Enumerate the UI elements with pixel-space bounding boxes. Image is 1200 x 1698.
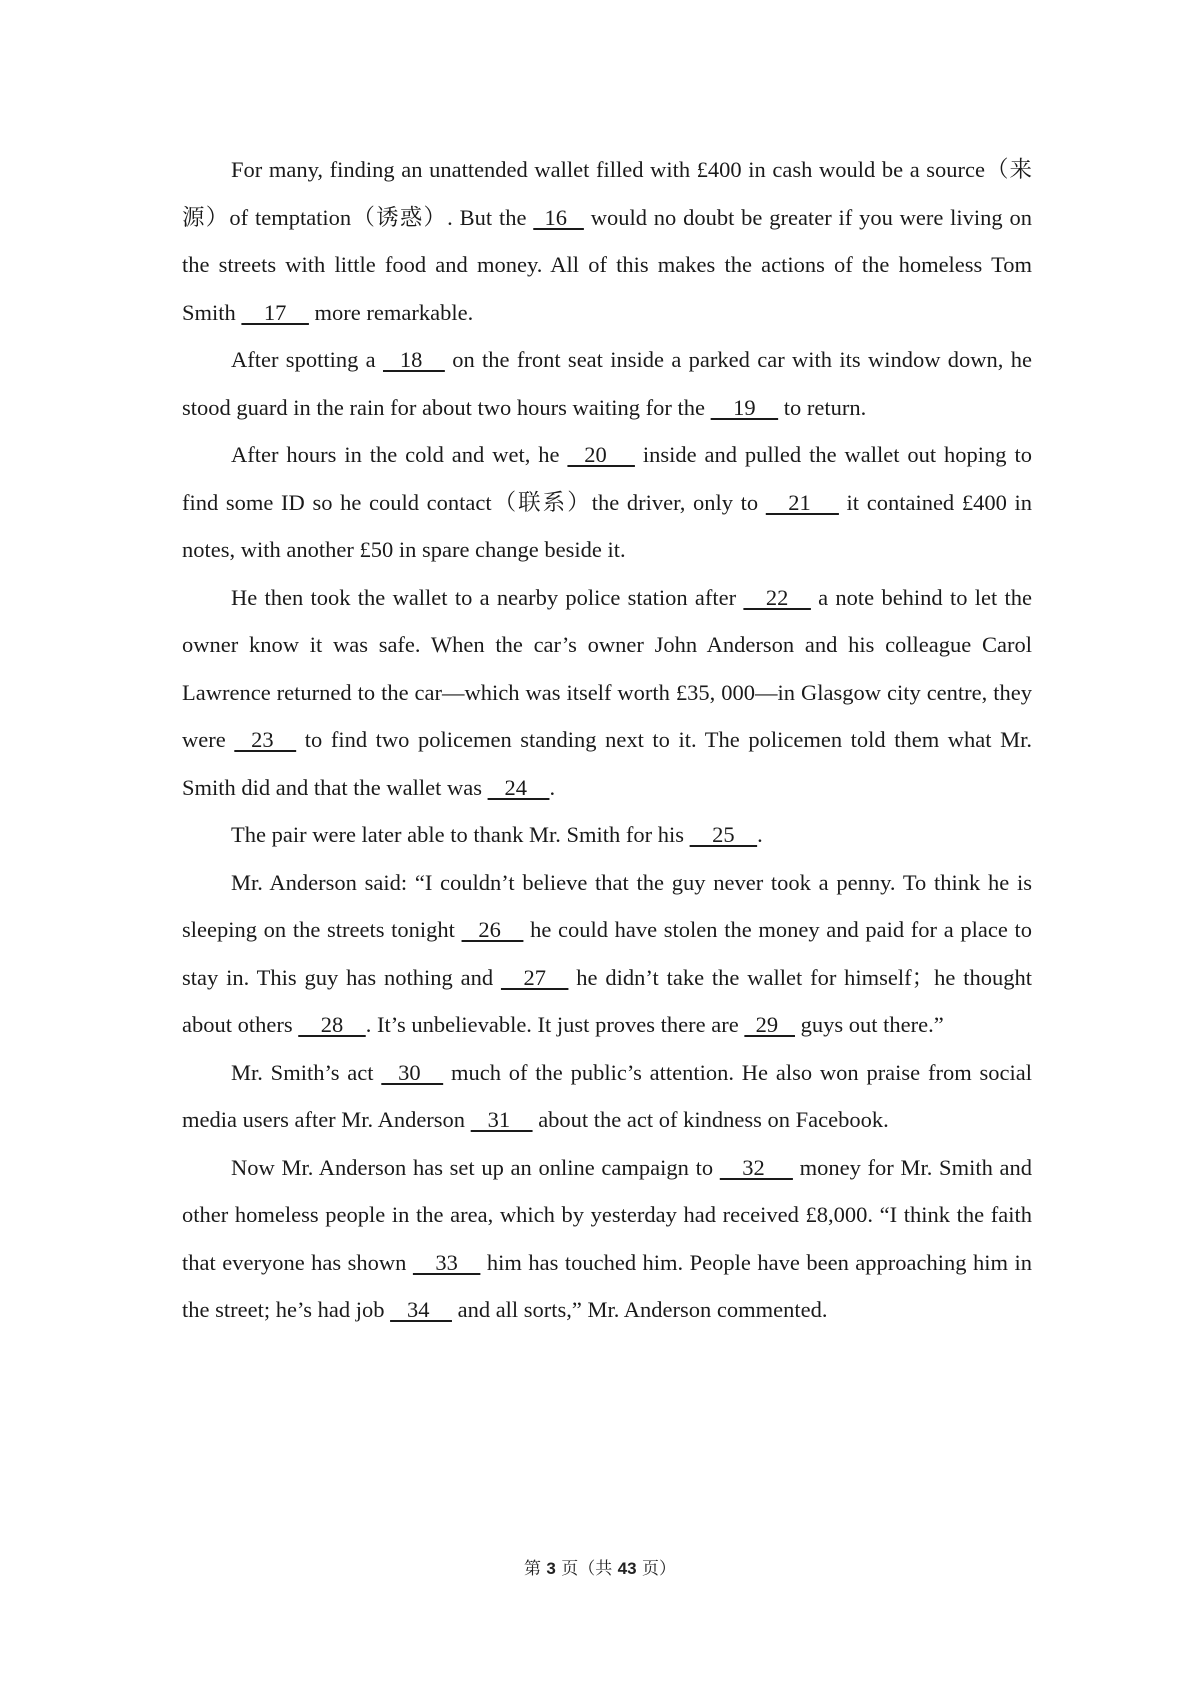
paragraph xyxy=(182,859,1032,1049)
passage-text: about the act of kindness on Facebook. xyxy=(532,1107,889,1132)
blank-31: 31 xyxy=(470,1107,533,1132)
blank-28: 28 xyxy=(298,1012,366,1037)
current-page-number: 3 xyxy=(546,1559,556,1578)
footer-prefix: 第 xyxy=(523,1559,541,1579)
blank-30: 30 xyxy=(381,1059,444,1085)
paragraph xyxy=(182,811,1032,859)
passage-text: guys out there.” xyxy=(794,1012,944,1037)
passage-text: much of the public’s attention. He also won praise from social media users after Mr. Anderson xyxy=(182,1059,1032,1132)
blank-24: 24 xyxy=(487,774,550,800)
passage-text: After hours in the cold and wet, he xyxy=(231,442,568,467)
passage-text: The pair were later able to thank Mr. Smith for his xyxy=(231,822,690,847)
page-footer xyxy=(0,1554,1200,1579)
blank-18: 18 xyxy=(382,347,445,372)
passage-text: . It’s unbelievable. It just proves there are xyxy=(365,1012,745,1037)
paragraph xyxy=(182,1049,1032,1144)
total-page-count: 43 xyxy=(617,1559,637,1578)
blank-26: 26 xyxy=(461,917,524,942)
passage xyxy=(182,146,1032,1334)
passage-text: . xyxy=(757,822,763,847)
paragraph xyxy=(182,431,1032,574)
paragraph xyxy=(182,336,1032,431)
passage-text: money for Mr. Smith and other homeless people in the area, which by yesterday had received £8,000. “I think the faith that everyone has shown xyxy=(182,1154,1032,1275)
blank-34: 34 xyxy=(390,1297,452,1322)
passage-text: more remarkable. xyxy=(308,299,474,325)
blank-25: 25 xyxy=(689,822,758,847)
paragraph xyxy=(182,1144,1032,1334)
blank-19: 19 xyxy=(710,394,779,420)
blank-17: 17 xyxy=(241,299,309,325)
passage-text: He then took the wallet to a nearby police station after xyxy=(231,584,744,610)
blank-23: 23 xyxy=(234,727,297,752)
footer-suffix: 页） xyxy=(642,1559,676,1579)
passage-text: to return. xyxy=(778,394,867,420)
blank-20: 20 xyxy=(567,442,635,467)
blank-22: 22 xyxy=(743,584,811,610)
passage-text: he could have stolen the money and paid for a place to stay in. This guy has nothing and xyxy=(182,917,1032,990)
blank-29: 29 xyxy=(744,1012,795,1037)
passage-text: to find two policemen standing next to it. The policemen told them what Mr. Smith did and that the wallet was xyxy=(182,727,1032,800)
passage-text: would no doubt be greater if you were living on the streets with little food and money. All of this makes the actions of the homeless Tom Smith xyxy=(182,204,1033,325)
passage-text: him has touched him. People have been approaching him in the street; he’s had job xyxy=(182,1249,1032,1322)
passage-text: inside and pulled the wallet out hoping to find some ID so he could contact（联系）the driver, only to xyxy=(182,442,1032,515)
passage-text: . xyxy=(549,774,556,800)
blank-16: 16 xyxy=(533,204,584,230)
passage-text: a note behind to let the owner know it was safe. When the car’s owner John Anderson and his colleague Carol Lawrence returned to the car—which was itself worth £35, 000—in Glasgow city centre, they were xyxy=(182,584,1032,752)
passage-text: it contained £400 in notes, with another £50 in spare change beside it. xyxy=(182,489,1032,562)
passage-text: and all sorts,” Mr. Anderson commented. xyxy=(451,1297,828,1322)
passage-text: Mr. Anderson said: “I couldn’t believe that the guy never took a penny. To think he is sleeping on the streets tonight xyxy=(182,869,1032,942)
blank-32: 32 xyxy=(719,1154,793,1180)
passage-text: he didn’t take the wallet for himself；he thought about others xyxy=(182,964,1032,1037)
paragraph xyxy=(182,574,1032,812)
passage-text: For many, finding an unattended wallet filled with £400 in cash would be a source（来源）of temptation（诱惑）. But the xyxy=(182,157,1032,230)
blank-21: 21 xyxy=(765,489,839,515)
passage-text: Mr. Smith’s act xyxy=(231,1059,382,1085)
passage-text: After spotting a xyxy=(231,347,383,372)
footer-middle: 页（共 xyxy=(561,1559,613,1579)
blank-27: 27 xyxy=(500,964,569,990)
passage-text: Now Mr. Anderson has set up an online campaign to xyxy=(231,1154,720,1180)
passage-text: on the front seat inside a parked car with its window down, he stood guard in the rain for about two hours waiting for the xyxy=(182,347,1032,420)
blank-33: 33 xyxy=(412,1249,481,1275)
paragraph xyxy=(182,146,1032,336)
